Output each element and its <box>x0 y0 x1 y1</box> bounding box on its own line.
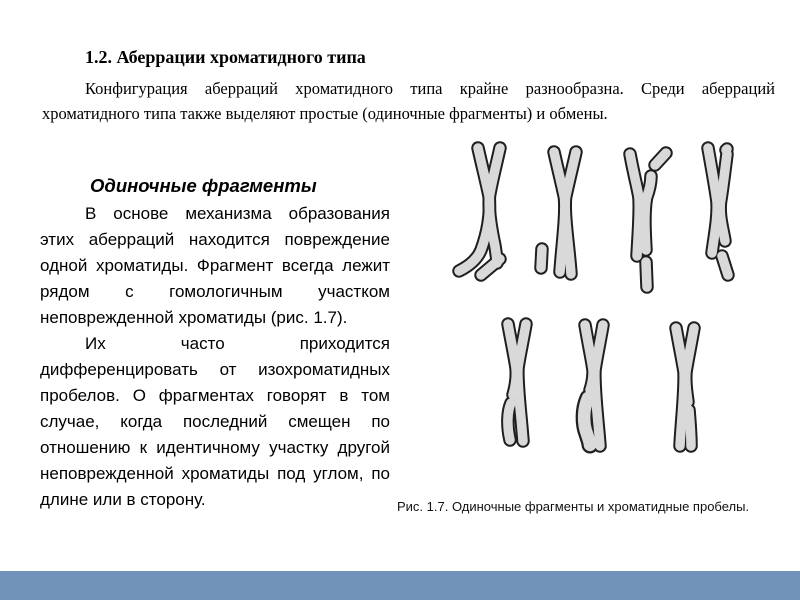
section-text-column <box>40 174 390 513</box>
section-paragraph-1: В основе механизма образования этих аберраций находится повреждение одной хроматиды. Фрагмент всегда лежит рядом с гомологичным участком неповрежденной хроматиды (рис. 1.7). <box>40 204 390 327</box>
section-heading: Одиночные фрагменты <box>90 175 317 196</box>
page-title: 1.2. Аберрации хроматидного типа <box>85 47 366 67</box>
section-paragraph-2: Их часто приходится дифференцировать от изохроматидных пробелов. О фрагментах говорят в том случае, когда последний смещен по отношению к идентичному участку другой неповрежденной хроматиды под углом, по длине или в сторону. <box>40 334 390 509</box>
chromosome-with-fragment-3 <box>630 153 666 287</box>
chromosome-with-fragment-2 <box>541 152 576 274</box>
chromosome-with-gap-1 <box>508 324 526 441</box>
chromosome-with-fragment-1 <box>459 148 500 275</box>
chromosome-with-gap-3 <box>676 328 694 446</box>
figure-caption: Рис. 1.7. Одиночные фрагменты и хроматидные пробелы. <box>397 499 750 514</box>
top-text-block <box>42 46 775 126</box>
intro-paragraph: Конфигурация аберраций хроматидного типа крайне разнообразна. Среди аберраций хроматидного типа также выделяют простые (одиночные фрагменты) и обмены. <box>42 79 775 123</box>
chromosome-figure <box>450 132 780 497</box>
chromosome-with-fragment-4 <box>708 148 728 275</box>
footer-bar <box>0 571 800 600</box>
chromosome-with-gap-2 <box>584 325 603 446</box>
